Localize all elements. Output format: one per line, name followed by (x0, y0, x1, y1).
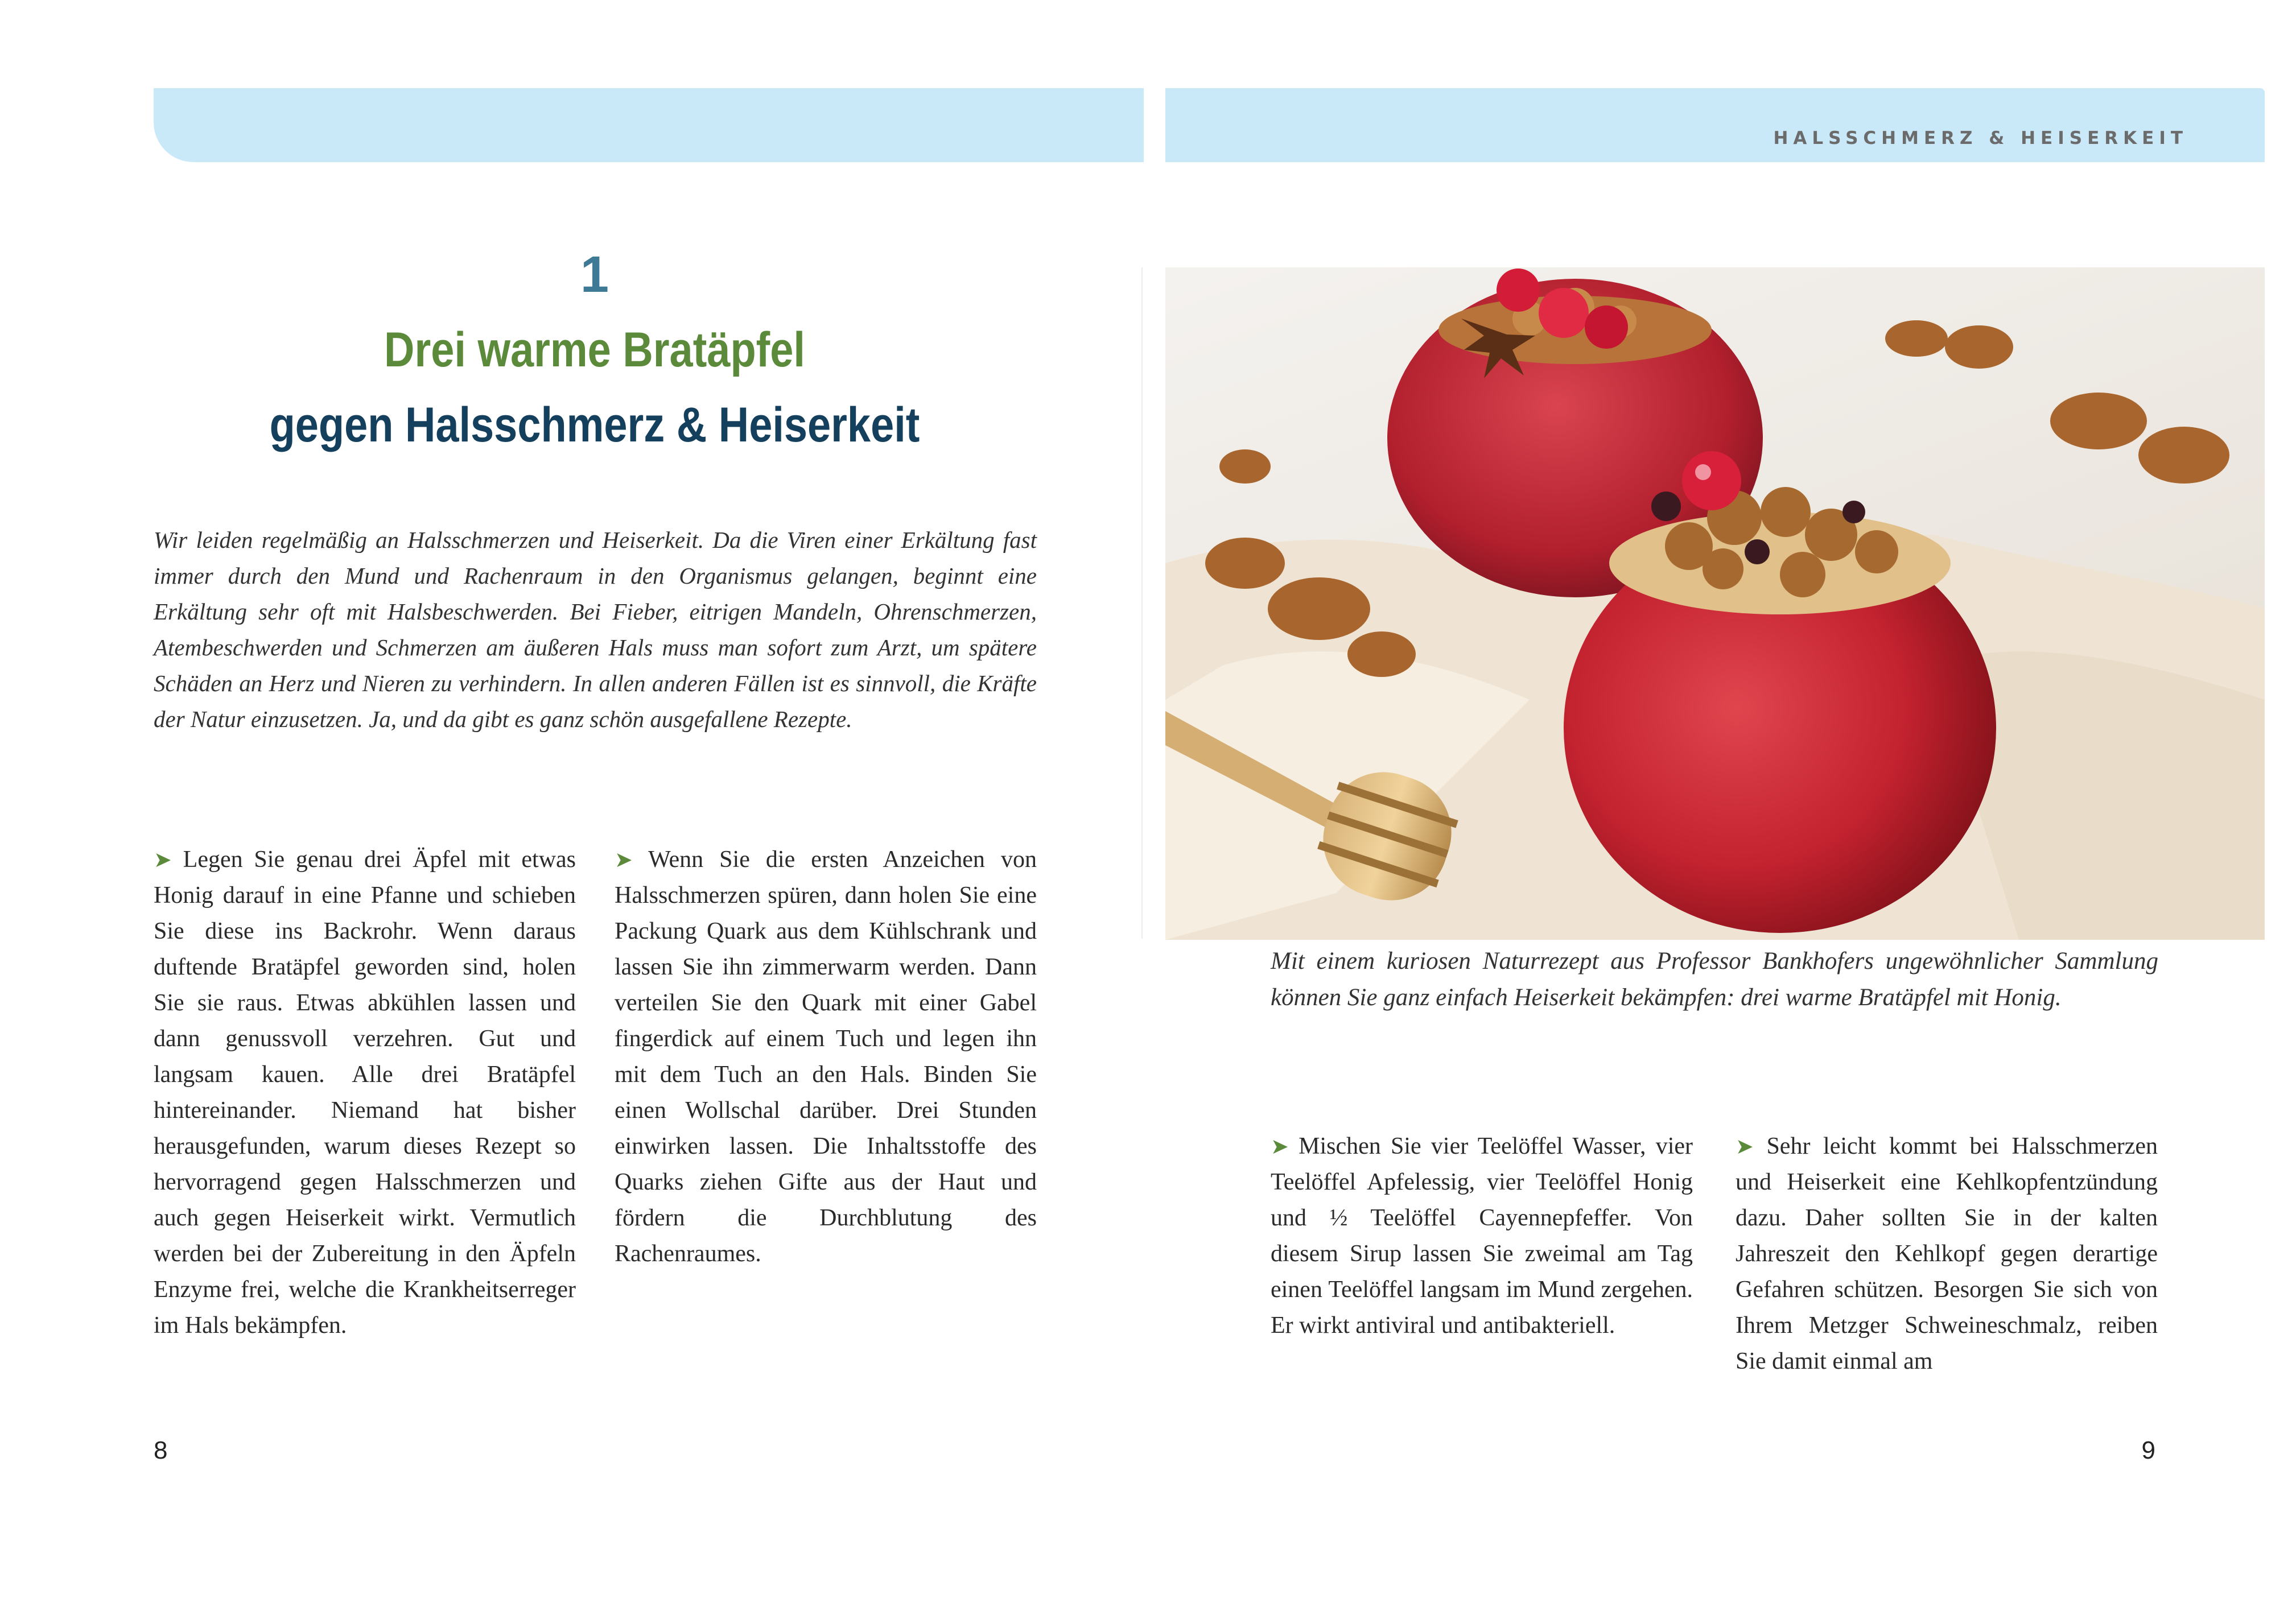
body-text: Wenn Sie die ersten Anzeichen von Halsschmerzen spüren, dann holen Sie eine Packung Quark aus dem Kühlschrank und lassen Sie ihn zimmerwarm werden. Dann verteilen Sie den Quark mit einer Gabel fingerdick auf einem Tuch und legen ihn mit dem Tuch an den Hals. Binden Sie einen Wollschal darüber. Drei Stunden einwirken lassen. Die Inhaltsstoffe des Quarks ziehen Gifte aus der Haut und fördern die Durchblutung des Rachenraumes. (615, 846, 1037, 1267)
chapter-number: 1 (580, 246, 609, 303)
body-column-right-2 (1736, 1129, 2158, 1380)
bullet-arrow-icon: ➤ (615, 847, 633, 872)
running-head: HALSSCHMERZ & HEISERKEIT (1773, 128, 2188, 148)
intro-paragraph: Wir leiden regelmäßig an Halsschmerzen und Heiserkeit. Da die Viren einer Erkältung fast immer durch den Mund und Rachenraum in den Organismus gelangen, beginnt eine Erkältung sehr oft mit Halsbeschwerden. Bei Fieber, eitrigen Mandeln, Ohrenschmerzen, Atembeschwerden und Schmerzen am äußeren Hals muss man sofort zum Arzt, um spätere Schäden an Herz und Nieren zu verhindern. In allen anderen Fällen ist es sinnvoll, die Kräfte der Natur einzusetzen. Ja, und da gibt es ganz schön ausgefallene Rezepte. (154, 527, 1037, 732)
body-column-left-1 (154, 842, 576, 1344)
body-text: Mischen Sie vier Teelöffel Wasser, vier Teelöffel Apfelessig, vier Teelöffel Honig und ½ Teelöffel Cayennepfeffer. Von diesem Sirup lassen Sie zweimal am Tag einen Teelöffel langsam im Mund zergehen. Er wirkt antiviral und antibakteriell. (1271, 1133, 1693, 1339)
body-column-right-1 (1271, 1129, 1693, 1344)
page-number-left: 8 (154, 1436, 168, 1464)
baked-apples-illustration (1165, 267, 2265, 940)
gutter-divider (1141, 267, 1143, 939)
chapter-title-line2: gegen Halsschmerz & Heiserkeit (269, 398, 920, 452)
body-text: Sehr leicht kommt bei Halsschmerzen und Heiserkeit eine Kehlkopfentzündung dazu. Daher sollten Sie in der kalten Jahreszeit den Kehlkopf gegen derartige Gefahren schützen. Besorgen Sie sich von Ihrem Metzger Schweineschmalz, reiben Sie damit einmal am (1736, 1133, 2158, 1374)
header-band-left (154, 88, 1144, 162)
photo-caption: Mit einem kuriosen Naturrezept aus Professor Bankhofers ungewöhnlicher Sammlung können Sie ganz einfach Heiserkeit bekämpfen: drei warme Bratäpfel mit Honig. (1271, 948, 2158, 1011)
body-column-left-2 (615, 842, 1037, 1272)
bullet-arrow-icon: ➤ (1271, 1134, 1289, 1159)
bullet-arrow-icon: ➤ (1736, 1134, 1754, 1159)
page-number-right: 9 (2141, 1436, 2155, 1464)
header-band-right (1165, 88, 2265, 162)
chapter-title-line1: Drei warme Bratäpfel (384, 323, 805, 377)
bullet-arrow-icon: ➤ (154, 847, 172, 872)
baked-apples-photo (1165, 267, 2265, 940)
body-text: Legen Sie genau drei Äpfel mit etwas Honig darauf in eine Pfanne und schieben Sie diese ins Backrohr. Wenn daraus duftende Bratäpfel geworden sind, holen Sie sie raus. Etwas abkühlen lassen und dann genussvoll verzehren. Gut und langsam kauen. Alle drei Bratäpfel hintereinander. Niemand hat bisher herausgefunden, warum dieses Rezept so hervorragend gegen Halsschmerzen und auch gegen Heiserkeit wirkt. Vermutlich werden bei der Zubereitung in den Äpfeln Enzyme frei, welche die Krankheitserreger im Hals bekämpfen. (154, 846, 576, 1339)
